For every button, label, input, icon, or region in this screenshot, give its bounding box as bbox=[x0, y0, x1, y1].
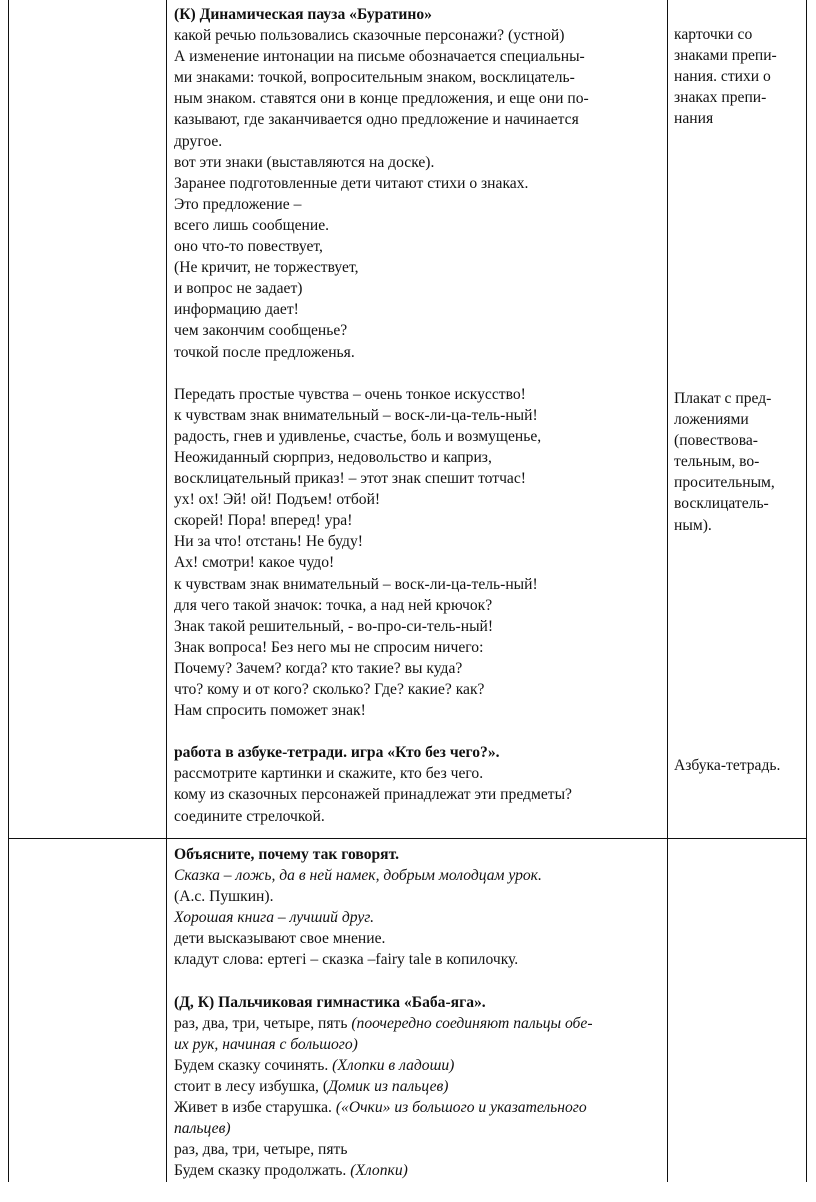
text-line bbox=[174, 784, 664, 805]
spacer bbox=[174, 721, 664, 742]
spacer bbox=[174, 971, 664, 992]
text-line bbox=[174, 152, 664, 173]
text-line bbox=[174, 4, 664, 25]
materials-line: знаками препи- bbox=[674, 47, 777, 65]
text-line bbox=[174, 1139, 664, 1160]
line-text: Ах! смотри! какое чудо! bbox=[174, 554, 335, 572]
text-line bbox=[174, 844, 664, 865]
line-text: раз, два, три, четыре, пять bbox=[174, 1014, 352, 1032]
line-text: Объясните, почему так говорят. bbox=[174, 846, 399, 863]
text-line bbox=[174, 88, 664, 109]
materials-line: тельным, во- bbox=[674, 453, 760, 471]
text-line bbox=[174, 1034, 664, 1055]
text-line bbox=[174, 299, 664, 320]
text-line bbox=[174, 763, 664, 784]
line-text: казывают, где заканчивается одно предложение и начинается bbox=[174, 111, 579, 129]
line-text: работа в азбуке-тетради. игра «Кто без чего?». bbox=[174, 744, 500, 762]
materials-poster bbox=[674, 388, 775, 536]
line-text: Ни за что! отстань! Не буду! bbox=[174, 533, 363, 551]
materials-line: Азбука-тетрадь. bbox=[674, 757, 781, 774]
line-italic-text: (поочередно соединяют пальцы обе- bbox=[351, 1014, 593, 1032]
text-line bbox=[174, 552, 664, 573]
text-line bbox=[174, 468, 664, 489]
line-text: Заранее подготовленные дети читают стихи о знаках. bbox=[174, 174, 529, 192]
line-text: для чего такой значок: точка, а над ней крючок? bbox=[174, 596, 493, 614]
line-italic-text: («Очки» из большого и указательного bbox=[335, 1099, 587, 1117]
line-text: Неожиданный сюрприз, недовольство и каприз, bbox=[174, 448, 492, 466]
text-line bbox=[174, 531, 664, 552]
line-text: и вопрос не задает) bbox=[174, 280, 303, 298]
line-text: Будем сказку сочинять. bbox=[174, 1056, 333, 1074]
text-line bbox=[174, 426, 664, 447]
text-line bbox=[174, 25, 664, 46]
text-line bbox=[174, 928, 664, 949]
line-text: ми знаками: точкой, вопросительным знаком, восклицатель- bbox=[174, 69, 575, 87]
text-line bbox=[174, 67, 664, 88]
text-line bbox=[174, 194, 664, 215]
text-line bbox=[174, 865, 664, 886]
line-text: рассмотрите картинки и скажите, кто без чего. bbox=[174, 765, 484, 783]
row1-materials-cell bbox=[674, 24, 804, 824]
line-text: дети высказывают свое мнение. bbox=[174, 930, 386, 948]
line-text: Сказка – ложь, да в ней намек, добрым молодцам урок. bbox=[174, 867, 542, 885]
line-text: Почему? Зачем? когда? кто такие? вы куда? bbox=[174, 659, 463, 677]
line-text: что? кому и от кого? сколько? Где? какие? как? bbox=[174, 681, 485, 698]
line-text: Живет в избе старушка. bbox=[174, 1099, 336, 1117]
line-text: А изменение интонации на письме обозначается специальны- bbox=[174, 48, 585, 66]
text-line bbox=[174, 215, 664, 236]
text-line bbox=[174, 510, 664, 531]
table-divider-col1 bbox=[166, 0, 167, 1182]
text-line bbox=[174, 700, 664, 721]
line-text: какой речью пользовались сказочные персонажи? (устной) bbox=[174, 27, 565, 45]
text-line bbox=[174, 447, 664, 468]
line-text: радость, гнев и удивленье, счастье, боль и возмущенье, bbox=[174, 427, 542, 445]
spacer bbox=[174, 363, 664, 384]
text-line bbox=[174, 992, 664, 1013]
line-text: точкой после предложенья. bbox=[174, 343, 355, 361]
line-text: соедините стрелочкой. bbox=[174, 807, 325, 825]
line-text: информацию дает! bbox=[174, 301, 299, 319]
text-line bbox=[174, 405, 664, 426]
materials-line: ложениями bbox=[674, 411, 749, 429]
line-italic-text: Домик из пальцев) bbox=[328, 1078, 449, 1096]
text-line bbox=[174, 109, 664, 130]
text-line bbox=[174, 679, 664, 700]
text-line bbox=[174, 886, 664, 907]
line-text: к чувствам знак внимательный – воск-ли-ца-тель-ный! bbox=[174, 575, 538, 593]
line-text: чем закончим сообщенье? bbox=[174, 322, 348, 340]
line-text: Будем сказку продолжать. bbox=[174, 1162, 351, 1180]
line-italic-text: (Хлопки в ладоши) bbox=[332, 1056, 455, 1074]
line-text: (Не кричит, не торжествует, bbox=[174, 259, 359, 277]
text-line bbox=[174, 907, 664, 928]
line-text: раз, два, три, четыре, пять bbox=[174, 1141, 348, 1159]
line-text: (Д, К) Пальчиковая гимнастика «Баба-яга». bbox=[174, 993, 486, 1011]
text-line bbox=[174, 384, 664, 405]
text-line bbox=[174, 658, 664, 679]
line-text: ух! ох! Эй! ой! Подъем! отбой! bbox=[174, 491, 381, 509]
text-line bbox=[174, 637, 664, 658]
materials-cards bbox=[674, 24, 777, 129]
table-row-divider bbox=[8, 838, 807, 839]
line-text: скорей! Пора! вперед! ура! bbox=[174, 512, 353, 530]
text-line bbox=[174, 489, 664, 510]
text-line bbox=[174, 46, 664, 67]
line-text: кому из сказочных персонажей принадлежат эти предметы? bbox=[174, 786, 572, 804]
line-text: Это предложение – bbox=[174, 195, 302, 213]
text-line bbox=[174, 1013, 664, 1034]
line-text: Знак вопроса! Без него мы не спросим ничего: bbox=[174, 638, 484, 656]
text-line bbox=[174, 342, 664, 363]
line-text: восклицательный приказ! – этот знак спешит тотчас! bbox=[174, 470, 526, 488]
text-line bbox=[174, 1097, 664, 1118]
text-line bbox=[174, 236, 664, 257]
text-line bbox=[174, 574, 664, 595]
materials-line: восклицатель- bbox=[674, 495, 769, 513]
materials-line: просительным, bbox=[674, 474, 775, 492]
table-border-left bbox=[8, 0, 9, 1182]
text-line bbox=[174, 1055, 664, 1076]
line-text: (К) Динамическая пауза «Буратино» bbox=[174, 6, 432, 23]
line-text: вот эти знаки (выставляются на доске). bbox=[174, 153, 435, 171]
line-text: оно что-то повествует, bbox=[174, 238, 323, 256]
materials-line: карточки со bbox=[674, 26, 753, 43]
row2-main-cell bbox=[174, 844, 664, 1182]
text-line bbox=[174, 742, 664, 763]
text-line bbox=[174, 1076, 664, 1097]
line-text: другое. bbox=[174, 132, 223, 150]
table-divider-col2 bbox=[667, 0, 668, 1182]
line-text: кладут слова: ертегі – сказка –fairy tale в копилочку. bbox=[174, 951, 519, 969]
line-text: всего лишь сообщение. bbox=[174, 216, 330, 234]
text-line bbox=[174, 320, 664, 341]
line-text: Хорошая книга – лучший друг. bbox=[174, 909, 375, 927]
line-text: к чувствам знак внимательный – воск-ли-ца-тель-ный! bbox=[174, 406, 538, 424]
text-line bbox=[174, 1160, 664, 1181]
text-line bbox=[174, 616, 664, 637]
line-text: стоит в лесу избушка, ( bbox=[174, 1078, 329, 1096]
line-text: Знак такой решительный, - во-про-си-тель-ный! bbox=[174, 617, 494, 635]
text-line bbox=[174, 173, 664, 194]
line-italic-text: пальцев) bbox=[174, 1120, 231, 1138]
materials-line: знаках препи- bbox=[674, 89, 767, 107]
materials-workbook bbox=[674, 755, 780, 776]
materials-line: нания bbox=[674, 110, 714, 128]
text-line bbox=[174, 1118, 664, 1139]
materials-line: ным). bbox=[674, 516, 712, 534]
line-text: (А.с. Пушкин). bbox=[174, 888, 274, 906]
text-line bbox=[174, 806, 664, 827]
text-line bbox=[174, 131, 664, 152]
text-line bbox=[174, 257, 664, 278]
line-text: Передать простые чувства – очень тонкое искусство! bbox=[174, 385, 526, 403]
materials-line: Плакат с пред- bbox=[674, 390, 772, 407]
materials-line: нания. стихи о bbox=[674, 68, 771, 86]
line-text: Нам спросить поможет знак! bbox=[174, 702, 366, 720]
row1-main-cell bbox=[174, 4, 664, 827]
text-line bbox=[174, 595, 664, 616]
line-italic-text: (Хлопки) bbox=[350, 1162, 408, 1180]
line-italic-text: их рук, начиная с большого) bbox=[174, 1035, 358, 1053]
line-text: ным знаком. ставятся они в конце предложения, и еще они по- bbox=[174, 90, 589, 108]
table-border-right bbox=[806, 0, 807, 1182]
text-line bbox=[174, 949, 664, 970]
materials-line: (повествова- bbox=[674, 432, 758, 450]
text-line bbox=[174, 278, 664, 299]
